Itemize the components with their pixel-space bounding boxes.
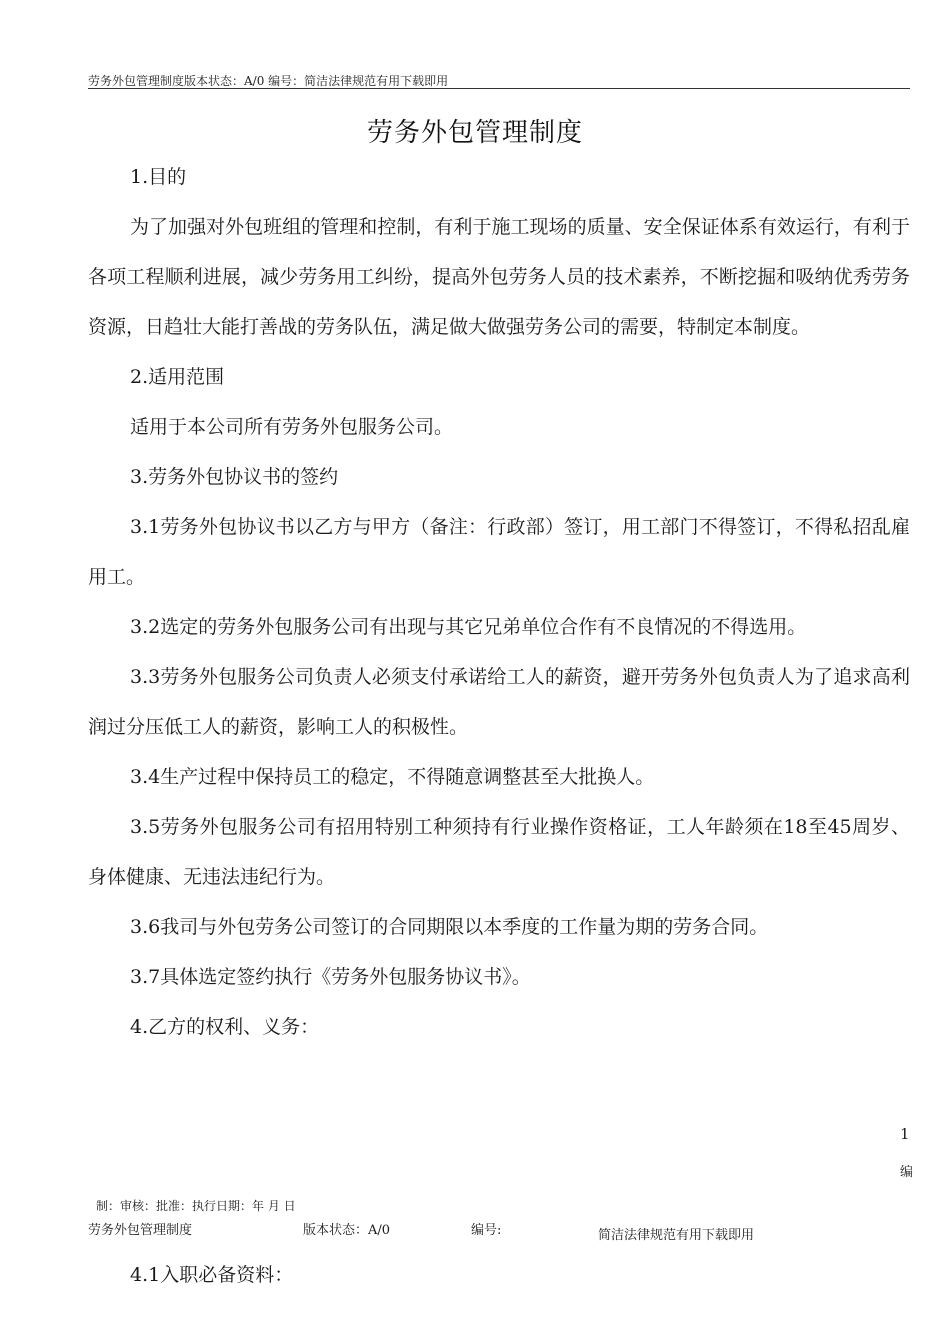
clause-3-3: 3.3劳务外包服务公司负责人必须支付承诺给工人的薪资，避开劳务外包负责人为了追求高利润过分压低工人的薪资，影响工人的积极性。 bbox=[88, 666, 910, 738]
section-heading-purpose: 1.目的 bbox=[130, 166, 187, 188]
clause-3-7: 3.7具体选定签约执行《劳务外包服务协议书》。 bbox=[130, 966, 531, 988]
document-title: 劳务外包管理制度 bbox=[366, 118, 583, 148]
page-number: 1 bbox=[900, 1125, 910, 1143]
footer-bian: 编 bbox=[900, 1165, 914, 1180]
document-body bbox=[88, 152, 910, 1052]
clause-3-5: 3.5劳务外包服务公司有招用特别工种须持有行业操作资格证，工人年龄须在18至45周岁、身体健康、无违法违纪行为。 bbox=[88, 816, 910, 888]
clause-3-4: 3.4生产过程中保持员工的稳定，不得随意调整甚至大批换人。 bbox=[130, 766, 655, 788]
paragraph-purpose: 为了加强对外包班组的管理和控制，有利于施工现场的质量、安全保证体系有效运行，有利于各项工程顺利进展，减少劳务用工纠纷，提高外包劳务人员的技术素养，不断挖掘和吸纳优秀劳务资源，日趋壮大能打善战的劳务队伍，满足做大做强劳务公司的需要，特制定本制度。 bbox=[88, 216, 910, 338]
page-header: 劳务外包管理制度版本状态：A/0 编号：简洁法律规范有用下载即用 bbox=[88, 74, 449, 88]
footer-doc-name: 劳务外包管理制度 bbox=[88, 1223, 193, 1238]
clause-3-2: 3.2选定的劳务外包服务公司有出现与其它兄弟单位合作有不良情况的不得选用。 bbox=[130, 616, 807, 638]
section-heading-scope: 2.适用范围 bbox=[130, 366, 225, 388]
section-heading-agreement: 3.劳务外包协议书的签约 bbox=[130, 466, 339, 488]
next-page-heading: 4.1入职必备资料： bbox=[130, 1264, 294, 1286]
section-heading-rights: 4.乙方的权利、义务： bbox=[130, 1016, 320, 1038]
footer-number-label: 编号: bbox=[471, 1223, 502, 1238]
clause-3-1: 3.1劳务外包协议书以乙方与甲方（备注：行政部）签订，用工部门不得签订，不得私招乱雇用工。 bbox=[88, 516, 910, 588]
paragraph-scope: 适用于本公司所有劳务外包服务公司。 bbox=[130, 416, 454, 438]
clause-3-6: 3.6我司与外包劳务公司签订的合同期限以本季度的工作量为期的劳务合同。 bbox=[130, 916, 769, 938]
footer-version: 版本状态：A/0 bbox=[303, 1223, 391, 1238]
footer-approval-line: 制：审核：批准：执行日期：年 月 日 bbox=[96, 1199, 296, 1213]
footer-slogan: 简洁法律规范有用下载即用 bbox=[598, 1228, 755, 1243]
header-divider bbox=[88, 88, 910, 89]
